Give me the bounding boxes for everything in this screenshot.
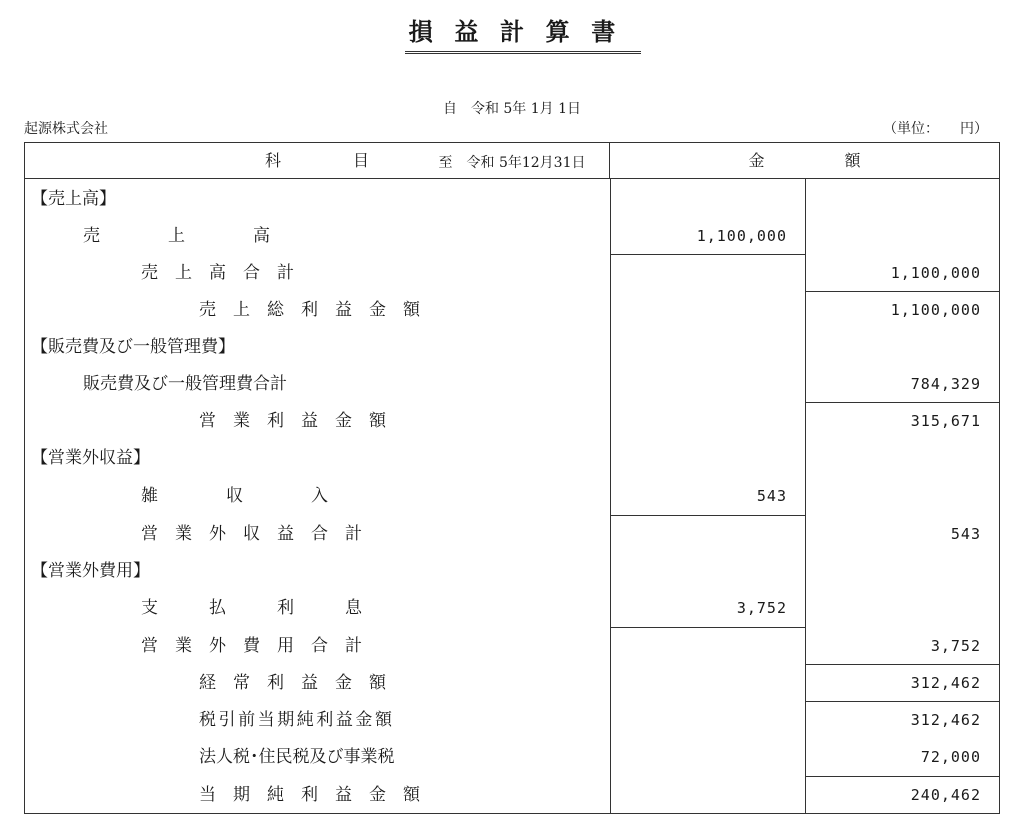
amount-gross-profit: 1,100,000 bbox=[890, 301, 981, 319]
amount-sales-total: 1,100,000 bbox=[890, 264, 981, 282]
row-operating-profit: 営 業 利 益 金 額 315,671 bbox=[25, 403, 999, 440]
row-pretax-profit: 税引前当期純利益金額 312,462 bbox=[25, 702, 999, 739]
amount-ordinary-profit: 312,462 bbox=[910, 674, 981, 692]
income-statement-table bbox=[24, 142, 1000, 814]
unit-label: （単位： 円） bbox=[883, 121, 988, 137]
row-sales-total: 売 上 高 合 計 1,100,000 bbox=[25, 255, 999, 292]
row-non-operating-expenses-total: 営 業 外 費 用 合 計 3,752 bbox=[25, 628, 999, 665]
section-sga: 【販売費及び一般管理費】 bbox=[31, 337, 235, 357]
period-from: 自 令和 5年 1月 1日 bbox=[442, 101, 582, 117]
row-income-taxes: 法人税･住民税及び事業税 72,000 bbox=[25, 739, 999, 776]
amount-non-operating-expenses-total: 3,752 bbox=[930, 637, 981, 655]
row-ordinary-profit: 経 常 利 益 金 額 312,462 bbox=[25, 665, 999, 702]
table-header bbox=[25, 143, 999, 179]
section-non-operating-income: 【営業外収益】 bbox=[31, 448, 150, 468]
row-interest-paid: 支 払 利 息 3,752 bbox=[25, 590, 999, 627]
row-sga-total: 販売費及び一般管理費合計 784,329 bbox=[25, 366, 999, 403]
row-non-operating-income-total: 営 業 外 収 益 合 計 543 bbox=[25, 516, 999, 553]
document-title: 損益計算書 bbox=[0, 12, 1024, 54]
column-header-amount: 金額 bbox=[748, 151, 941, 170]
amount-pretax-profit: 312,462 bbox=[910, 711, 981, 729]
row-sales: 売 上 高 1,100,000 bbox=[25, 218, 999, 255]
amount-interest-paid: 3,752 bbox=[736, 599, 787, 617]
row-misc-income: 雑 収 入 543 bbox=[25, 478, 999, 515]
section-non-operating-expenses: 【営業外費用】 bbox=[31, 561, 150, 581]
section-sales: 【売上高】 bbox=[31, 189, 116, 209]
column-header-subject: 科目 bbox=[25, 143, 610, 179]
amount-operating-profit: 315,671 bbox=[910, 412, 981, 430]
amount-non-operating-income-total: 543 bbox=[950, 525, 981, 543]
amount-sga-total: 784,329 bbox=[910, 375, 981, 393]
amount-sales: 1,100,000 bbox=[696, 227, 787, 245]
amount-income-taxes: 72,000 bbox=[920, 748, 981, 766]
amount-misc-income: 543 bbox=[756, 487, 787, 505]
row-net-income: 当 期 純 利 益 金 額 240,462 bbox=[25, 777, 999, 814]
row-gross-profit: 売 上 総 利 益 金 額 1,100,000 bbox=[25, 292, 999, 329]
amount-net-income: 240,462 bbox=[910, 786, 981, 804]
period-to: 至 令和 5年12月31日 bbox=[438, 155, 586, 171]
company-name: 起源株式会社 bbox=[24, 121, 108, 137]
